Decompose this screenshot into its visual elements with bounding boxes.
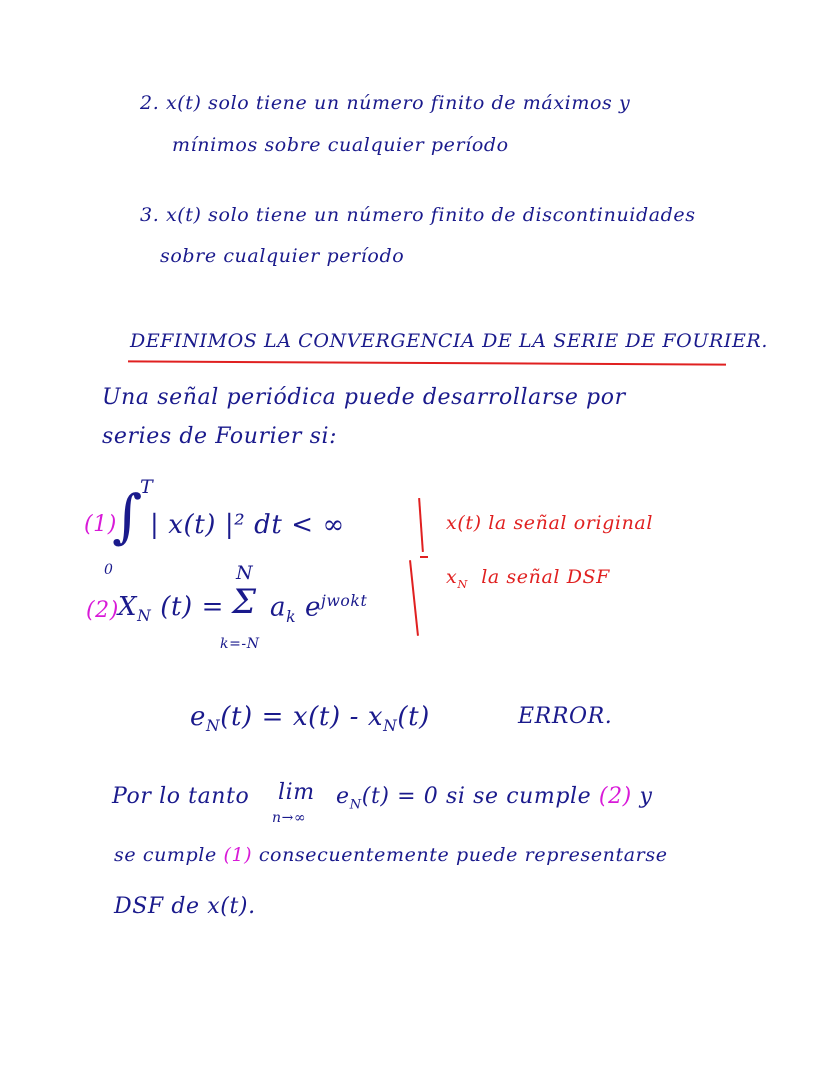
conclusion-e-sub: N [349,797,362,813]
conclusion-and: y [639,784,653,809]
equation-1-body: | x(t) |² dt < ∞ [150,510,345,540]
error-lhs: e [190,702,206,732]
ak-symbol: a [270,592,287,623]
integral-sign: ∫ [112,482,143,550]
exp-power: jwokt [321,592,368,610]
limit-subscript: n→∞ [272,810,307,826]
conclusion-prefix: Por lo tanto [112,784,250,809]
conclusion-expression [336,784,652,812]
note-original-signal: x(t) la señal original [446,512,654,534]
bracket-top [418,498,424,552]
ak-subscript: k [286,607,297,626]
condition-2-line-2: mínimos sobre cualquier período [172,134,509,156]
error-rhs-sub: N [383,717,398,736]
condition-2-line-1: 2. x(t) solo tiene un número finito de máximos y [140,92,631,114]
ref-equation-1: (1) [223,844,253,866]
conclusion-line-2 [114,844,668,866]
error-rhs-arg: (t) [397,702,430,732]
ref-equation-2: (2) [598,784,632,809]
condition-3-line-2: sobre cualquier período [160,245,405,267]
limit-operator: lim [278,780,315,805]
summation-lower-limit: k=-N [220,636,260,652]
xn-symbol: X [118,592,138,622]
equation-1-label: (1) [84,512,117,537]
conclusion-e: e [336,784,350,809]
conclusion-line-3: DSF de x(t). [114,894,256,919]
equation-2-term [270,592,367,626]
equation-2-lhs [118,592,224,625]
summation-upper-limit: N [236,562,254,584]
paragraph-line-2: series de Fourier si: [102,424,338,449]
equation-2-label: (2) [86,598,119,623]
integral-upper-limit: T [140,476,154,498]
integral-lower-limit: 0 [104,562,114,578]
section-heading: DEFINIMOS LA CONVERGENCIA DE LA SERIE DE FOURIER. [130,330,768,352]
bracket-bottom [409,560,419,636]
note-xn-subscript: N [457,576,468,591]
heading-underline [128,360,726,365]
error-rhs: = x(t) - x [261,702,384,732]
note-xn-symbol: x [446,566,458,588]
xn-subscript: N [137,607,152,626]
xn-argument: (t) = [160,592,225,622]
conclusion-condition: (t) = 0 si se cumple [361,784,592,809]
paragraph-line-1: Una señal periódica puede desarrollarse por [102,385,626,410]
bracket-mid [420,556,428,558]
error-lhs-sub: N [206,717,221,736]
exp-base: e [305,592,322,623]
error-equation [190,702,430,735]
error-lhs-arg: (t) [220,702,253,732]
summation-sign: Σ [232,582,257,622]
conclusion-consecuentemente: consecuentemente puede representarse [258,844,668,866]
conclusion-se-cumple: se cumple [114,844,217,866]
condition-3-line-1: 3. x(t) solo tiene un número finito de discontinuidades [140,204,696,226]
error-label: ERROR. [518,704,613,729]
note-dsf-signal [446,566,610,591]
note-dsf-text: la señal DSF [481,566,610,588]
